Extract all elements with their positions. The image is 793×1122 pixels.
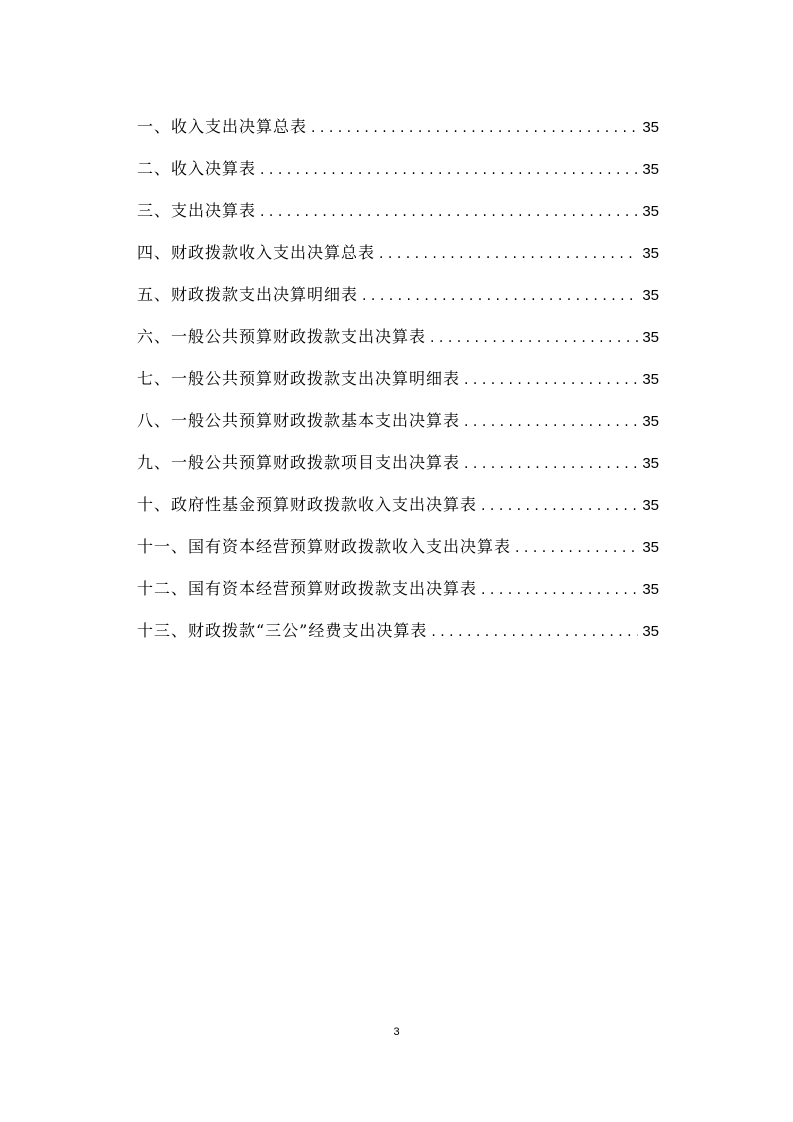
toc-dot-leader <box>481 582 638 598</box>
toc-entry[interactable] <box>137 492 659 534</box>
table-of-contents <box>137 114 659 660</box>
toc-dot-leader <box>362 288 638 304</box>
toc-entry-page: 35 <box>642 245 659 262</box>
toc-entry[interactable] <box>137 198 659 240</box>
toc-entry-title: 八、一般公共预算财政拨款基本支出决算表 <box>137 411 461 430</box>
toc-entry-page: 35 <box>642 329 659 346</box>
toc-entry[interactable] <box>137 450 659 492</box>
toc-entry-title: 二、收入决算表 <box>137 159 257 178</box>
toc-entry-page: 35 <box>642 539 659 556</box>
toc-dot-leader <box>481 498 638 514</box>
toc-dot-leader <box>260 162 638 178</box>
toc-entry[interactable] <box>137 240 659 282</box>
toc-entry-title: 一、收入支出决算总表 <box>137 117 308 136</box>
toc-entry-page: 35 <box>642 119 659 136</box>
toc-entry-title: 四、财政拨款收入支出决算总表 <box>137 243 376 262</box>
toc-entry[interactable] <box>137 618 659 660</box>
toc-entry-page: 35 <box>642 161 659 178</box>
toc-entry-page: 35 <box>642 203 659 220</box>
toc-entry[interactable] <box>137 282 659 324</box>
toc-entry-title: 五、财政拨款支出决算明细表 <box>137 285 359 304</box>
toc-entry-page: 35 <box>642 287 659 304</box>
toc-dot-leader <box>431 624 638 640</box>
toc-dot-leader <box>464 372 638 388</box>
toc-dot-leader <box>464 456 638 472</box>
toc-entry-title: 十三、财政拨款“三公”经费支出决算表 <box>137 621 428 640</box>
toc-entry-page: 35 <box>642 371 659 388</box>
toc-dot-leader <box>379 246 638 262</box>
toc-entry-title: 十一、国有资本经营预算财政拨款收入支出决算表 <box>137 537 512 556</box>
toc-entry[interactable] <box>137 324 659 366</box>
toc-entry[interactable] <box>137 576 659 618</box>
toc-dot-leader <box>430 330 638 346</box>
toc-entry-page: 35 <box>642 581 659 598</box>
toc-entry[interactable] <box>137 366 659 408</box>
toc-entry-title: 十、政府性基金预算财政拨款收入支出决算表 <box>137 495 478 514</box>
toc-entry-page: 35 <box>642 497 659 514</box>
toc-dot-leader <box>515 540 638 556</box>
toc-entry[interactable] <box>137 114 659 156</box>
toc-entry[interactable] <box>137 156 659 198</box>
toc-entry[interactable] <box>137 534 659 576</box>
toc-dot-leader <box>260 204 638 220</box>
toc-entry-page: 35 <box>642 413 659 430</box>
toc-entry-title: 十二、国有资本经营预算财政拨款支出决算表 <box>137 579 478 598</box>
toc-entry-title: 六、一般公共预算财政拨款支出决算表 <box>137 327 427 346</box>
toc-entry-title: 七、一般公共预算财政拨款支出决算明细表 <box>137 369 461 388</box>
toc-entry-title: 三、支出决算表 <box>137 201 257 220</box>
page-number: 3 <box>393 1026 400 1038</box>
toc-entry-page: 35 <box>642 455 659 472</box>
toc-entry-page: 35 <box>642 623 659 640</box>
toc-entry-title: 九、一般公共预算财政拨款项目支出决算表 <box>137 453 461 472</box>
toc-entry[interactable] <box>137 408 659 450</box>
toc-dot-leader <box>464 414 638 430</box>
toc-dot-leader <box>311 120 638 136</box>
